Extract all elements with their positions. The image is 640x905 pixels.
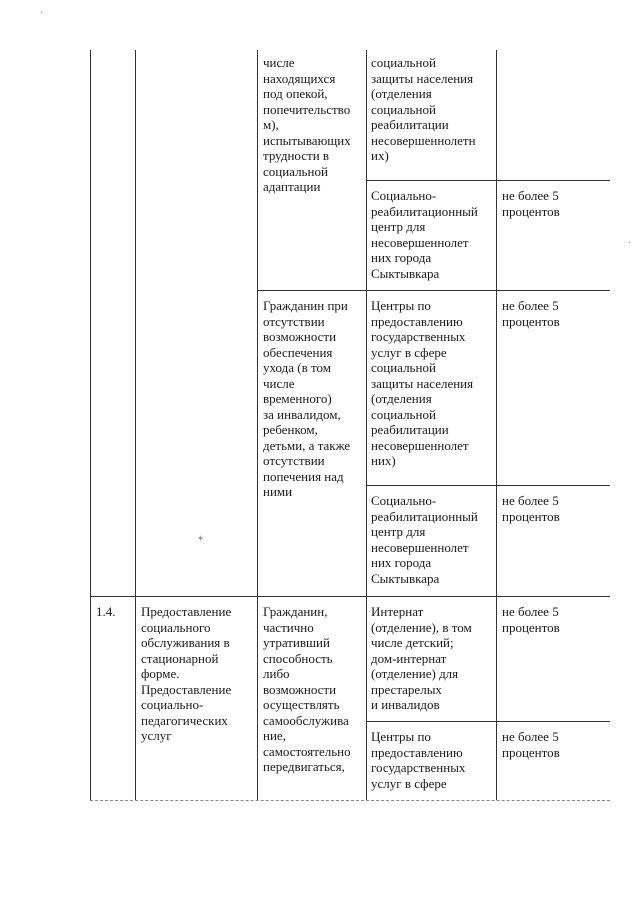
row-border-4 xyxy=(90,596,610,597)
table-border-col4 xyxy=(496,50,497,800)
row3-category: Гражданин, частично утративший способность либо возможности осуществлять самообслужива ние, самостоятельно передвигаться, xyxy=(263,604,351,774)
row1-provider1-name: социальной защиты населения (отделения социальной реабилитации несовершеннолетн их) xyxy=(371,55,476,163)
row1-category: числе находящихся под опекой, попечительство м), испытывающих трудности в социальной адаптации xyxy=(263,55,351,194)
row-border-5 xyxy=(366,721,610,722)
row2-provider2-share: не более 5 процентов xyxy=(502,493,560,524)
row-border-3 xyxy=(366,485,610,486)
row1-provider2-name: Социально- реабилитационный центр для несовершеннолет них города Сыктывкара xyxy=(371,188,478,281)
page-bottom-trim xyxy=(90,800,610,801)
row1-provider2-share: не более 5 процентов xyxy=(502,188,560,219)
row2-category: Гражданин при отсутствии возможности обеспечения ухода (в том числе временного) за инвалидом, ребенком, детьми, а также отсутствии попечения над ними xyxy=(263,298,351,499)
row3-provider2-name: Центры по предоставлению государственных услуг в сфере xyxy=(371,729,466,791)
scan-speck: · xyxy=(628,238,632,249)
scan-speck: · xyxy=(40,8,44,19)
scan-speck: ⁎ xyxy=(198,532,203,543)
table-border-col3 xyxy=(366,50,367,800)
row3-provider2-share: не более 5 процентов xyxy=(502,729,560,760)
row2-provider1-share: не более 5 процентов xyxy=(502,298,560,329)
row3-provider1-share: не более 5 процентов xyxy=(502,604,560,635)
row-border-1 xyxy=(366,180,610,181)
row2-provider1-name: Центры по предоставлению государственных услуг в сфере социальной защиты населения (отделения социальной реабилитации несовершеннолет них) xyxy=(371,298,474,468)
row-border-2 xyxy=(257,290,610,291)
row3-service: Предоставление социального обслуживания в стационарной форме. Предоставление социально- педагогических услуг xyxy=(141,604,232,743)
table-border-left xyxy=(90,50,91,800)
table-border-col2 xyxy=(257,50,258,800)
row3-provider1-name: Интернат (отделение), в том числе детский; дом-интернат (отделение) для престарелых и инвалидов xyxy=(371,604,472,712)
row3-number: 1.4. xyxy=(96,604,116,619)
table-border-col1 xyxy=(135,50,136,800)
row2-provider2-name: Социально- реабилитационный центр для несовершеннолет них города Сыктывкара xyxy=(371,493,478,586)
